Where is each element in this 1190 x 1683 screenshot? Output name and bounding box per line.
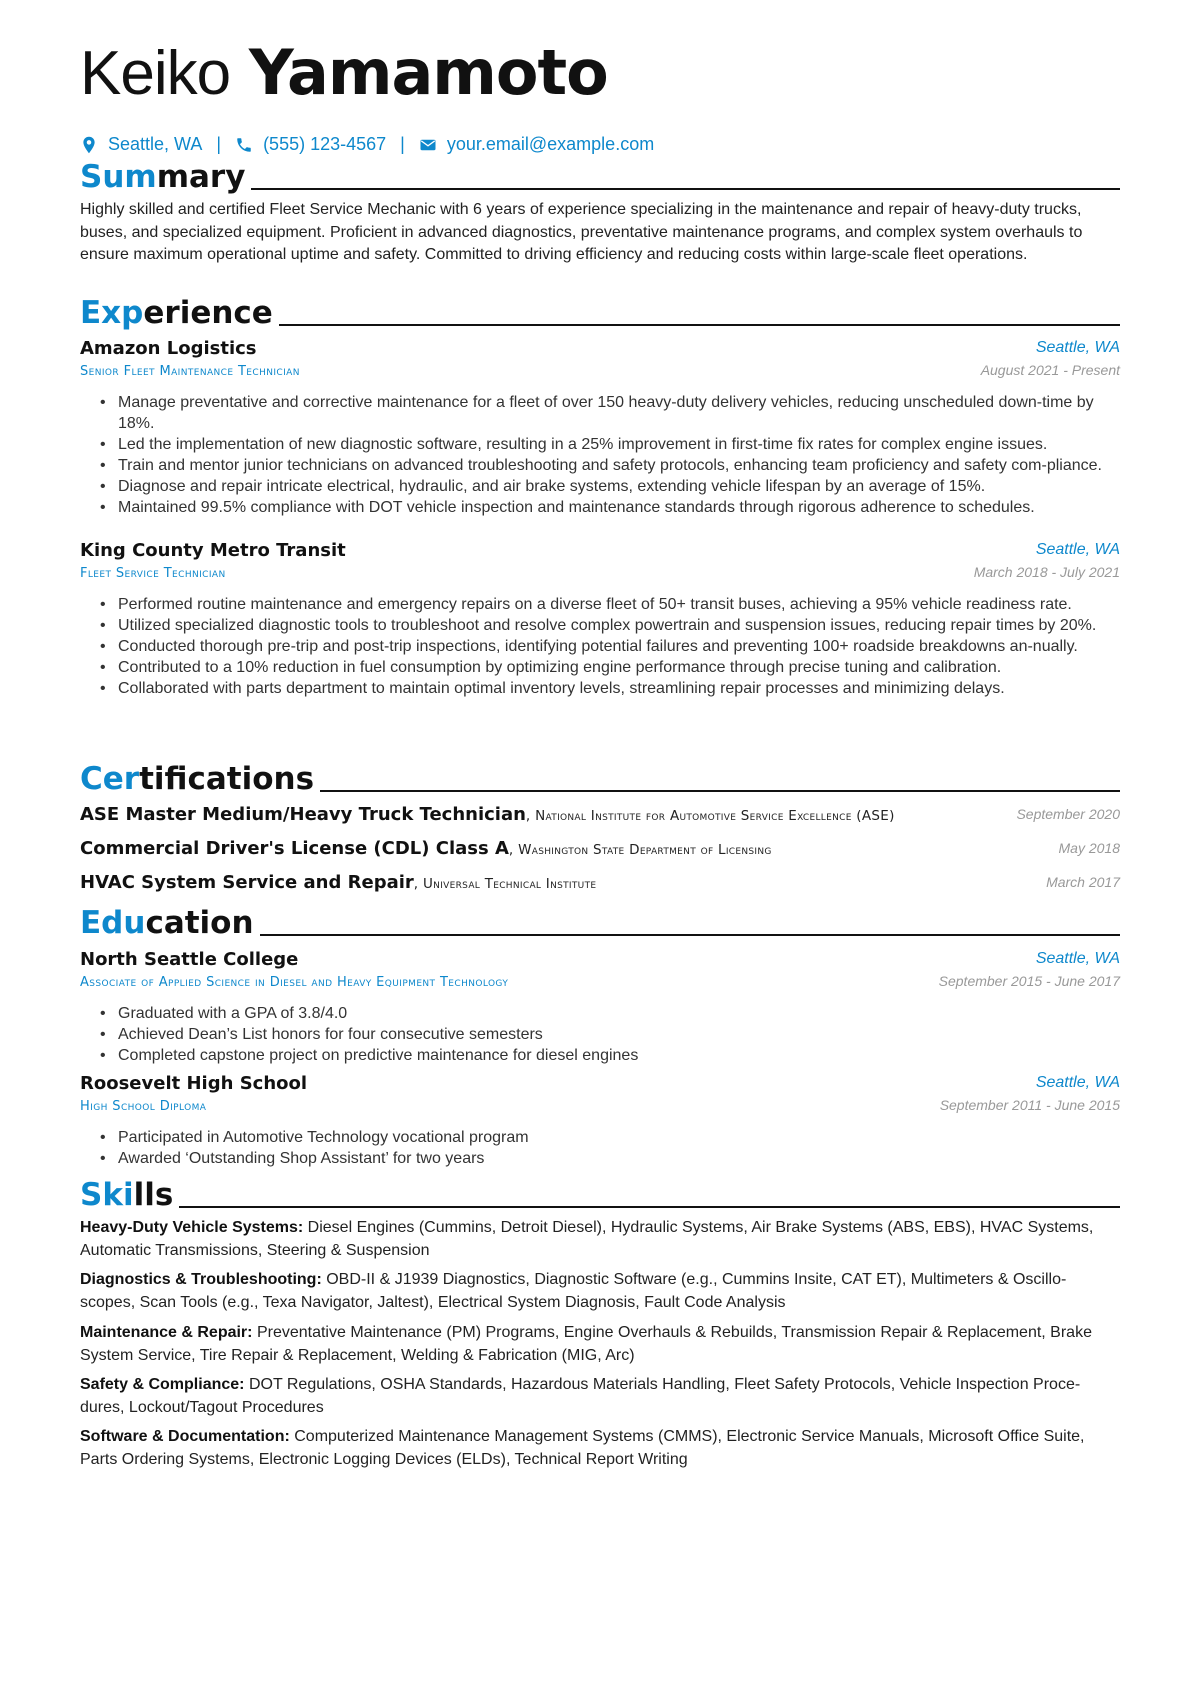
list-item: • Manage preventative and corrective maintenance for a fleet of over 150 heavy-duty delivery vehicles, reducing unscheduled down-time by 18%. [98, 392, 1120, 434]
school-name: Roosevelt High School [80, 1073, 308, 1094]
summary-heading-rest: mary [156, 159, 246, 195]
envelope-icon [419, 136, 437, 154]
certification-issuer: Universal Technical Institute [422, 876, 597, 892]
school-name: North Seattle College [80, 949, 299, 970]
school-date: September 2015 - June 2017 [938, 973, 1120, 989]
summary-text: Highly skilled and certified Fleet Service Mechanic with 6 years of experience specializing in the maintenance and repair of heavy-duty trucks, buses, and specialized equipment. Proficient in advanced diagnostics, preventative maintenance programs, and complex system overhauls to ensure maximum operational uptime and safety. Committed to driving efficiency and reducing costs within large-scale fleet operations. [80, 201, 1083, 263]
skill-category: Safety & Compliance: [80, 1376, 245, 1393]
job-title: Fleet Service Technician [80, 566, 226, 581]
skills-heading [80, 1177, 1120, 1213]
list-item: • Collaborated with parts department to maintain optimal inventory levels, streamlining repair processes and minimizing delays. [98, 678, 1120, 699]
education-heading-rest: cation [145, 905, 254, 941]
certification-issuer: Washington State Department of Licensing [518, 842, 772, 858]
certification-date: March 2017 [1046, 874, 1120, 890]
skill-category: Software & Documentation: [80, 1428, 290, 1445]
skill-category: Maintenance & Repair: [80, 1324, 253, 1341]
list-item: • Awarded ‘Outstanding Shop Assistant’ for two years [98, 1148, 1120, 1169]
job-bullets [98, 392, 1120, 518]
email-link[interactable]: your.email@example.com [446, 134, 655, 154]
skill-group [80, 1426, 1120, 1471]
certification-date: September 2020 [1016, 806, 1120, 822]
skill-category: Diagnostics & Troubleshooting: [80, 1271, 322, 1288]
experience-heading-rest: erience [143, 295, 273, 331]
certifications-heading-accent: Cer [80, 761, 140, 797]
certification-item: Commercial Driver's License (CDL) Class A, Washington State Department of Licensing May 2018 [80, 838, 1120, 859]
education-heading-accent: Edu [80, 905, 146, 941]
experience-heading-accent: Exp [80, 295, 144, 331]
certification-name: Commercial Driver's License (CDL) Class A [80, 838, 509, 859]
list-item: • Utilized specialized diagnostic tools to troubleshoot and resolve complex powertrain and suspension issues, reducing repair times by 20%. [98, 615, 1120, 636]
school-location: Seattle, WA [1035, 1074, 1120, 1091]
list-item: • Graduated with a GPA of 3.8/4.0 [98, 1003, 1120, 1024]
list-item: • Completed capstone project on predictive maintenance for diesel engines [98, 1045, 1120, 1066]
list-item: • Performed routine maintenance and emergency repairs on a diverse fleet of 50+ transit buses, achieving a 95% vehicle readiness rate. [98, 594, 1120, 615]
list-item: • Led the implementation of new diagnostic software, resulting in a 25% improvement in first-time fix rates for complex engine issues. [98, 434, 1120, 455]
section-rule [279, 324, 1120, 326]
skills-heading-accent: Ski [80, 1177, 134, 1213]
experience-heading [80, 295, 1120, 331]
job-location: Seattle, WA [1035, 339, 1120, 356]
phone-icon [235, 136, 253, 154]
skill-group [80, 1374, 1120, 1419]
contact-separator: | [400, 134, 405, 154]
section-rule [179, 1206, 1120, 1208]
certification-name: ASE Master Medium/Heavy Truck Technician [80, 804, 526, 825]
list-item: • Contributed to a 10% reduction in fuel consumption by optimizing engine performance through precise tuning and calibration. [98, 657, 1120, 678]
certification-item: ASE Master Medium/Heavy Truck Technician, National Institute for Automotive Service Excellence (ASE) September 2020 [80, 804, 1120, 825]
certification-issuer: National Institute for Automotive Service Excellence (ASE) [535, 808, 895, 824]
job-date: August 2021 - Present [980, 362, 1120, 378]
certification-name: HVAC System Service and Repair [80, 872, 414, 893]
education-heading [80, 905, 1120, 941]
skills-heading-rest: lls [133, 1177, 174, 1213]
skill-group [80, 1269, 1120, 1314]
skill-group [80, 1322, 1120, 1367]
list-item: • Maintained 99.5% compliance with DOT vehicle inspection and maintenance standards through rigorous adherence to schedules. [98, 497, 1120, 518]
section-rule [260, 934, 1120, 936]
list-item: • Diagnose and repair intricate electrical, hydraulic, and air brake systems, extending vehicle lifespan by an average of 15%. [98, 476, 1120, 497]
map-pin-icon [80, 136, 98, 154]
certifications-heading [80, 761, 1120, 797]
skill-list: OBD-II & J1939 Diagnostics, Diagnostic Software (e.g., Cummins Insite, CAT ET), Multimeters & Oscillo-scopes, Scan Tools (e.g., Texa Navigator, Jaltest), Electrical System Diagnosis, Fault Code Analysis [80, 1271, 1067, 1311]
skill-list: Preventative Maintenance (PM) Programs, Engine Overhauls & Rebuilds, Transmission Repair & Replacement, Brake System Service, Tire Repair & Replacement, Welding & Fabrication (MIG, Arc) [80, 1324, 1092, 1364]
skill-list: Diesel Engines (Cummins, Detroit Diesel), Hydraulic Systems, Air Brake Systems (ABS, EBS), HVAC Systems, Automatic Transmissions, Steering & Suspension [80, 1219, 1094, 1259]
degree-title: High School Diploma [80, 1099, 207, 1114]
job-company: Amazon Logistics [80, 338, 257, 359]
job-bullets [98, 594, 1120, 699]
summary-heading-accent: Sum [80, 159, 157, 195]
skill-list: Computerized Maintenance Management Systems (CMMS), Electronic Service Manuals, Microsoft Office Suite, Parts Ordering Systems, Electronic Logging Devices (ELDs), Technical Report Writing [80, 1428, 1085, 1468]
job-location: Seattle, WA [1035, 541, 1120, 558]
school-date: September 2011 - June 2015 [939, 1097, 1120, 1113]
summary-heading [80, 159, 1120, 195]
candidate-name [80, 36, 608, 109]
list-item: • Participated in Automotive Technology vocational program [98, 1127, 1120, 1148]
contact-separator: | [216, 134, 222, 154]
certification-date: May 2018 [1058, 840, 1120, 856]
skill-group [80, 1217, 1120, 1262]
contact-line [80, 134, 654, 155]
skill-category: Heavy-Duty Vehicle Systems: [80, 1219, 304, 1236]
section-rule [320, 790, 1120, 792]
certification-item: HVAC System Service and Repair, Universal Technical Institute March 2017 [80, 872, 1120, 893]
education-bullets [98, 1003, 1120, 1066]
first-name: Keiko [80, 39, 231, 108]
location-text: Seattle, WA [108, 134, 203, 154]
last-name: Yamamoto [248, 36, 608, 109]
job-title: Senior Fleet Maintenance Technician [80, 364, 300, 379]
job-date: March 2018 - July 2021 [973, 564, 1120, 580]
list-item: • Achieved Dean’s List honors for four consecutive semesters [98, 1024, 1120, 1045]
skill-list: DOT Regulations, OSHA Standards, Hazardous Materials Handling, Fleet Safety Protocols, Vehicle Inspection Proce-dures, Lockout/Tagout Procedures [80, 1376, 1081, 1416]
list-item: • Conducted thorough pre-trip and post-trip inspections, identifying potential failures and preventing 100+ roadside breakdowns an-nually. [98, 636, 1120, 657]
phone-text: (555) 123-4567 [263, 134, 387, 154]
job-company: King County Metro Transit [80, 540, 346, 561]
degree-title: Associate of Applied Science in Diesel and Heavy Equipment Technology [80, 975, 509, 990]
section-rule [251, 188, 1120, 190]
education-bullets [98, 1127, 1120, 1169]
school-location: Seattle, WA [1035, 950, 1120, 967]
certifications-heading-rest: tifications [139, 761, 315, 797]
list-item: • Train and mentor junior technicians on advanced troubleshooting and safety protocols, enhancing team proficiency and safety com-pliance. [98, 455, 1120, 476]
